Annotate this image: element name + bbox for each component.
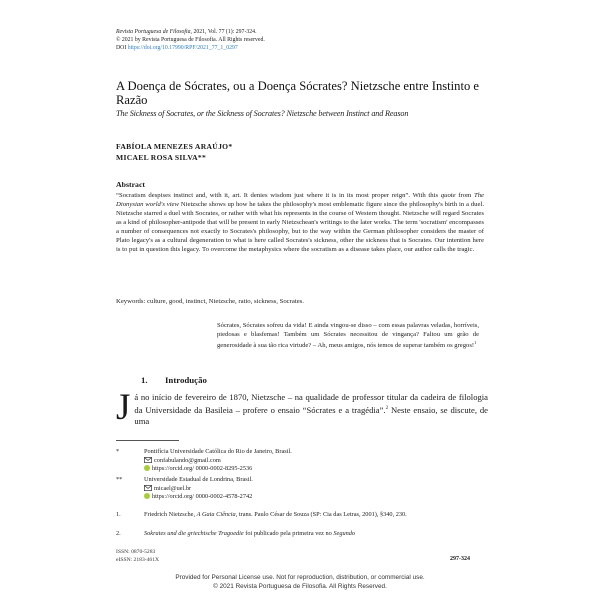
affiliation-text (144, 448, 484, 474)
affiliation-mark: ** (116, 476, 123, 483)
affiliation-orcid[interactable]: https://orcid.org/ 0000-0002-4578-2742 (152, 493, 253, 501)
drop-cap: J (116, 387, 131, 428)
affiliation-institution: Pontifícia Universidade Católica do Rio de Janeiro, Brasil. (144, 448, 292, 455)
affiliation-orcid-row (144, 493, 484, 502)
license-footer (0, 573, 600, 591)
issn-block (116, 549, 159, 564)
footnote-divider (116, 440, 179, 441)
footnote-text-post: , trans. Paulo César de Souza (SP: Cia das Letras, 2001), §340, 230. (235, 511, 407, 518)
article-title: A Doença de Sócrates, ou a Doença Sócrates? Nietzsche entre Instinto e Razão (116, 79, 479, 107)
doi-link[interactable]: https://doi.org/10.17990/RPF/2021_77_1_0297 (127, 45, 238, 51)
footnote-text-pre: Friedrich Nietzsche, (144, 511, 197, 518)
abstract-book-title: The Dionysian world's view (116, 192, 484, 208)
journal-name: Revista Portuguesa de Filosofia (116, 29, 191, 35)
affiliation-text (144, 476, 484, 502)
footnote-1 (116, 511, 488, 529)
keywords: Keywords: culture, good, instinct, Nietzsche, ratio, sickness, Socrates. (116, 298, 304, 305)
copyright-line: © 2021 by Revista Portuguesa de Filosofia. All Rights reserved. (116, 37, 265, 43)
affiliation-mark: * (116, 448, 120, 455)
affiliation-email[interactable]: confabulando@gmail.com (154, 456, 221, 464)
footnote-2 (116, 530, 488, 540)
affiliation-orcid[interactable]: https://orcid.org/ 0000-0002-8295-2536 (152, 465, 253, 473)
doi-line (116, 44, 265, 52)
abstract-part-2: from (455, 192, 474, 199)
footnote-book-title: A Gaia Ciência (196, 511, 236, 518)
author-1: FABÍOLA MENEZES ARAÚJO* (116, 142, 233, 151)
section-number: 1. (141, 375, 148, 385)
license-line-2: © 2021 Revista Portuguesa de Filosofia. All Rights Reserved. (213, 583, 387, 590)
footnote-text (144, 530, 484, 539)
footnote-number: 1. (116, 511, 121, 518)
abstract-heading: Abstract (116, 180, 146, 189)
affiliation-email-row (144, 457, 484, 466)
issn-electronic: eISSN: 2183-461X (116, 556, 160, 563)
journal-volume: , 2021, Vol. 77 (1): 297-324. (190, 29, 257, 35)
epigraph (217, 322, 479, 351)
epigraph-text: Sócrates, Sócrates sofreu da vida! E ainda vingou-se disso – com essas palavras veladas, horríveis, piedosas e blasfemas! Também um Sócrates necessitou de vingança? Faltou um grão de generosidade à sua tão rica virtude? – Ah, meus amigos, nós temos de superar também os gregos! (217, 322, 479, 350)
affiliation-2 (116, 476, 488, 504)
journal-header (116, 28, 265, 52)
abstract-part-1: “Socratism despises instinct and, with it, art. It denies wisdom just where it is in its most proper reign”. With this (116, 192, 441, 199)
abstract-quote-word: quote (440, 192, 456, 199)
orcid-icon (144, 465, 150, 471)
epigraph-note-ref[interactable]: 1 (474, 340, 477, 346)
author-2: MICAEL ROSA SILVA** (116, 153, 207, 162)
footnote-text-post: foi publicado pela primeira vez no (243, 530, 334, 537)
footnote-number: 2. (116, 530, 121, 537)
body-text-part-a: á no início de fevereiro de 1870, Nietzsche – na qualidade de professor titular da cadeira de filologia da Universidade da Basileia – profere o ensaio “Sócrates e a tragédia”. (134, 392, 488, 415)
footnote-text (144, 511, 484, 520)
mail-icon (144, 485, 152, 491)
footnote-ref-2[interactable]: 2 (385, 406, 389, 411)
page-range: 297-324 (450, 556, 470, 562)
mail-icon (144, 457, 152, 463)
article-subtitle: The Sickness of Socrates, or the Sickness of Socrates? Nietzsche between Instinct and Reason (116, 109, 409, 118)
affiliation-email-row (144, 485, 484, 494)
body-paragraph (116, 387, 488, 428)
affiliation-1 (116, 448, 488, 476)
footnote-text-end: Segundo (333, 530, 356, 537)
abstract-text (116, 192, 484, 255)
issn-print: ISSN: 0870-5283 (116, 549, 156, 555)
affiliation-orcid-row (144, 465, 484, 474)
orcid-icon (144, 493, 150, 499)
body-text-part-b: Neste ensaio, se discute, de uma (134, 404, 488, 426)
doi-label: DOI (116, 45, 127, 51)
affiliation-email[interactable]: micael@uel.br (154, 484, 192, 492)
author-list (116, 141, 232, 163)
journal-citation (116, 28, 265, 36)
affiliation-institution: Universidade Estadual de Londrina, Brasil. (144, 476, 253, 483)
license-line-1: Provided for Personal License use. Not for reproduction, distribution, or commercial use. (175, 574, 425, 581)
section-title: Introdução (165, 375, 207, 385)
abstract-part-3: Nietzsche shows up how he takes the philosophy's most emblematic figure since the philosophy's birth in a duel. Nietzsche starred a duel with Socrates, or rather with what his represents in the course of Western thought. Nietzsche will regard Socrates as a kind of philosopher-antipode that will be present in early Nietzschean's writings to the later works. The term 'socratism' encompasses a number of consequences not exactly to Socrates's philosophy, but to the way within the German philosopher considers the master of Plato legacy's as a cultural degeneration to what is here called Socrates's sickness, other the sickness that is Socrates. Our intention here is to put in question this legacy. To overcome the metaphysics where the socratism as a disease takes place, our author calls the tragic. (116, 200, 484, 253)
footnote-book-title: Sokrates und die griechische Tragoedie (144, 530, 244, 537)
